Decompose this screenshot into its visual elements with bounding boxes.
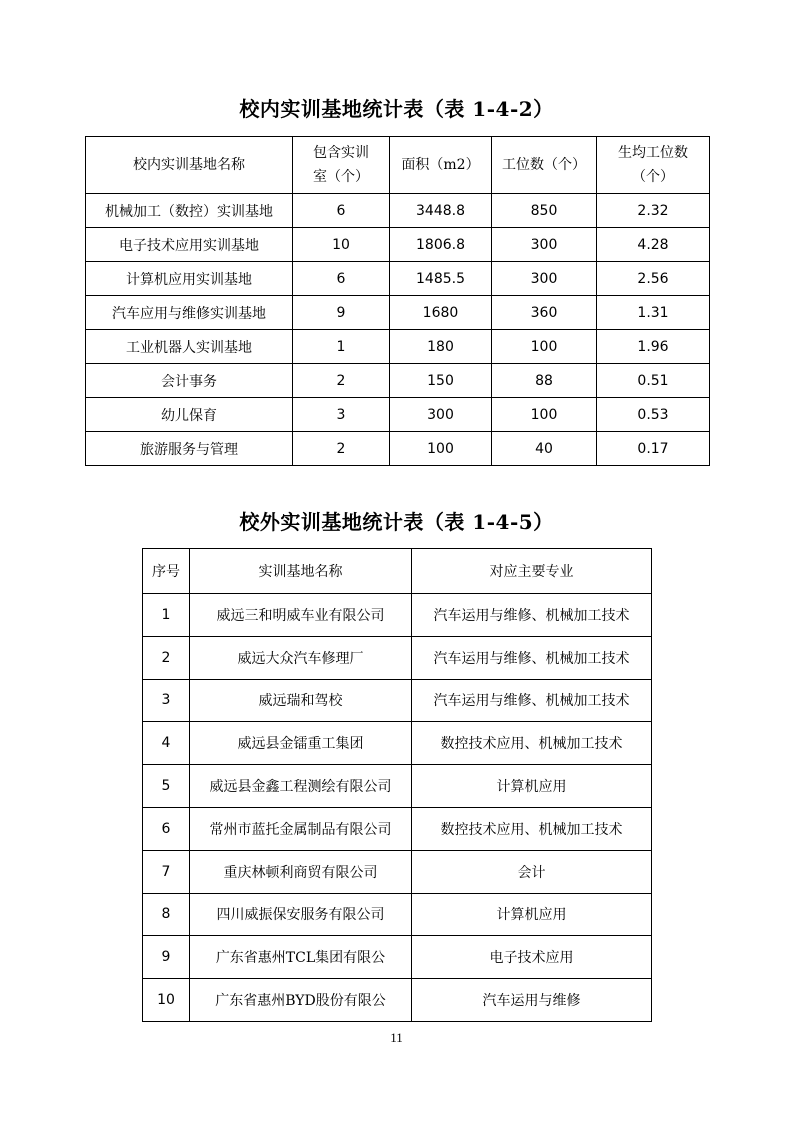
per-student-cell: 1.96 (597, 330, 710, 364)
index-cell: 7 (143, 850, 190, 893)
base-name-cell: 重庆林顿利商贸有限公司 (190, 850, 412, 893)
base-name-cell: 威远三和明威车业有限公司 (190, 594, 412, 637)
header-base-name: 校内实训基地名称 (86, 137, 293, 194)
rooms-cell: 1 (293, 330, 390, 364)
base-name-cell: 威远大众汽车修理厂 (190, 636, 412, 679)
internal-training-base-table (85, 136, 710, 466)
index-cell: 3 (143, 679, 190, 722)
area-cell: 3448.8 (390, 194, 492, 228)
header-per-line2: （个） (632, 169, 674, 185)
header-per-student (597, 137, 710, 194)
table-row (143, 679, 652, 722)
rooms-cell: 2 (293, 364, 390, 398)
table-row (143, 765, 652, 808)
rooms-cell: 6 (293, 194, 390, 228)
major-cell: 汽车运用与维修 (412, 979, 652, 1022)
table1-title: 校内实训基地统计表（表 1-4-2） (239, 97, 554, 121)
base-name-cell: 汽车应用与维修实训基地 (86, 296, 293, 330)
area-cell: 300 (390, 398, 492, 432)
base-name-cell: 电子技术应用实训基地 (86, 228, 293, 262)
header-rooms-line1: 包含实训 (313, 145, 369, 161)
rooms-cell: 2 (293, 432, 390, 466)
stations-cell: 100 (492, 330, 597, 364)
base-name-cell: 计算机应用实训基地 (86, 262, 293, 296)
rooms-cell: 10 (293, 228, 390, 262)
table-row (143, 979, 652, 1022)
header-major: 对应主要专业 (412, 549, 652, 594)
major-cell: 数控技术应用、机械加工技术 (412, 807, 652, 850)
stations-cell: 850 (492, 194, 597, 228)
table-row (143, 594, 652, 637)
major-cell: 数控技术应用、机械加工技术 (412, 722, 652, 765)
page-number: 11 (390, 1030, 403, 1045)
header-area: 面积（m2） (390, 137, 492, 194)
index-cell: 1 (143, 594, 190, 637)
header-base-name: 实训基地名称 (190, 549, 412, 594)
stations-cell: 100 (492, 398, 597, 432)
table-row (143, 936, 652, 979)
major-cell: 电子技术应用 (412, 936, 652, 979)
stations-cell: 88 (492, 364, 597, 398)
stations-cell: 300 (492, 262, 597, 296)
index-cell: 2 (143, 636, 190, 679)
base-name-cell: 幼儿保育 (86, 398, 293, 432)
area-cell: 1680 (390, 296, 492, 330)
index-cell: 4 (143, 722, 190, 765)
rooms-cell: 6 (293, 262, 390, 296)
rooms-cell: 9 (293, 296, 390, 330)
area-cell: 1485.5 (390, 262, 492, 296)
base-name-cell: 威远县金镭重工集团 (190, 722, 412, 765)
table-row (86, 194, 710, 228)
area-cell: 1806.8 (390, 228, 492, 262)
per-student-cell: 0.17 (597, 432, 710, 466)
table2-title: 校外实训基地统计表（表 1-4-5） (239, 510, 554, 534)
stations-cell: 360 (492, 296, 597, 330)
table-row (143, 722, 652, 765)
stations-cell: 300 (492, 228, 597, 262)
table-row (86, 228, 710, 262)
base-name-cell: 常州市蓝托金属制品有限公司 (190, 807, 412, 850)
major-cell: 汽车运用与维修、机械加工技术 (412, 594, 652, 637)
table-row (86, 330, 710, 364)
index-cell: 8 (143, 893, 190, 936)
base-name-cell: 广东省惠州TCL集团有限公 (190, 936, 412, 979)
base-name-cell: 会计事务 (86, 364, 293, 398)
base-name-cell: 威远瑞和驾校 (190, 679, 412, 722)
external-training-base-table (142, 548, 652, 1022)
index-cell: 10 (143, 979, 190, 1022)
table-row (143, 850, 652, 893)
table-row (86, 398, 710, 432)
major-cell: 汽车运用与维修、机械加工技术 (412, 679, 652, 722)
per-student-cell: 0.53 (597, 398, 710, 432)
major-cell: 汽车运用与维修、机械加工技术 (412, 636, 652, 679)
table-row (143, 807, 652, 850)
per-student-cell: 2.56 (597, 262, 710, 296)
base-name-cell: 旅游服务与管理 (86, 432, 293, 466)
table-row (86, 262, 710, 296)
table2-header-row (143, 549, 652, 594)
per-student-cell: 1.31 (597, 296, 710, 330)
base-name-cell: 机械加工（数控）实训基地 (86, 194, 293, 228)
rooms-cell: 3 (293, 398, 390, 432)
major-cell: 计算机应用 (412, 765, 652, 808)
base-name-cell: 广东省惠州BYD股份有限公 (190, 979, 412, 1022)
stations-cell: 40 (492, 432, 597, 466)
table-row (143, 636, 652, 679)
area-cell: 180 (390, 330, 492, 364)
header-stations: 工位数（个） (492, 137, 597, 194)
header-per-line1: 生均工位数 (618, 145, 688, 161)
table-row (86, 364, 710, 398)
per-student-cell: 4.28 (597, 228, 710, 262)
index-cell: 9 (143, 936, 190, 979)
table-row (143, 893, 652, 936)
base-name-cell: 工业机器人实训基地 (86, 330, 293, 364)
per-student-cell: 2.32 (597, 194, 710, 228)
header-rooms (293, 137, 390, 194)
base-name-cell: 威远县金鑫工程测绘有限公司 (190, 765, 412, 808)
base-name-cell: 四川威振保安服务有限公司 (190, 893, 412, 936)
area-cell: 150 (390, 364, 492, 398)
table-row (86, 296, 710, 330)
header-index: 序号 (143, 549, 190, 594)
table1-header-row (86, 137, 710, 194)
area-cell: 100 (390, 432, 492, 466)
major-cell: 会计 (412, 850, 652, 893)
per-student-cell: 0.51 (597, 364, 710, 398)
header-rooms-line2: 室（个） (313, 169, 369, 185)
index-cell: 5 (143, 765, 190, 808)
index-cell: 6 (143, 807, 190, 850)
major-cell: 计算机应用 (412, 893, 652, 936)
table-row (86, 432, 710, 466)
